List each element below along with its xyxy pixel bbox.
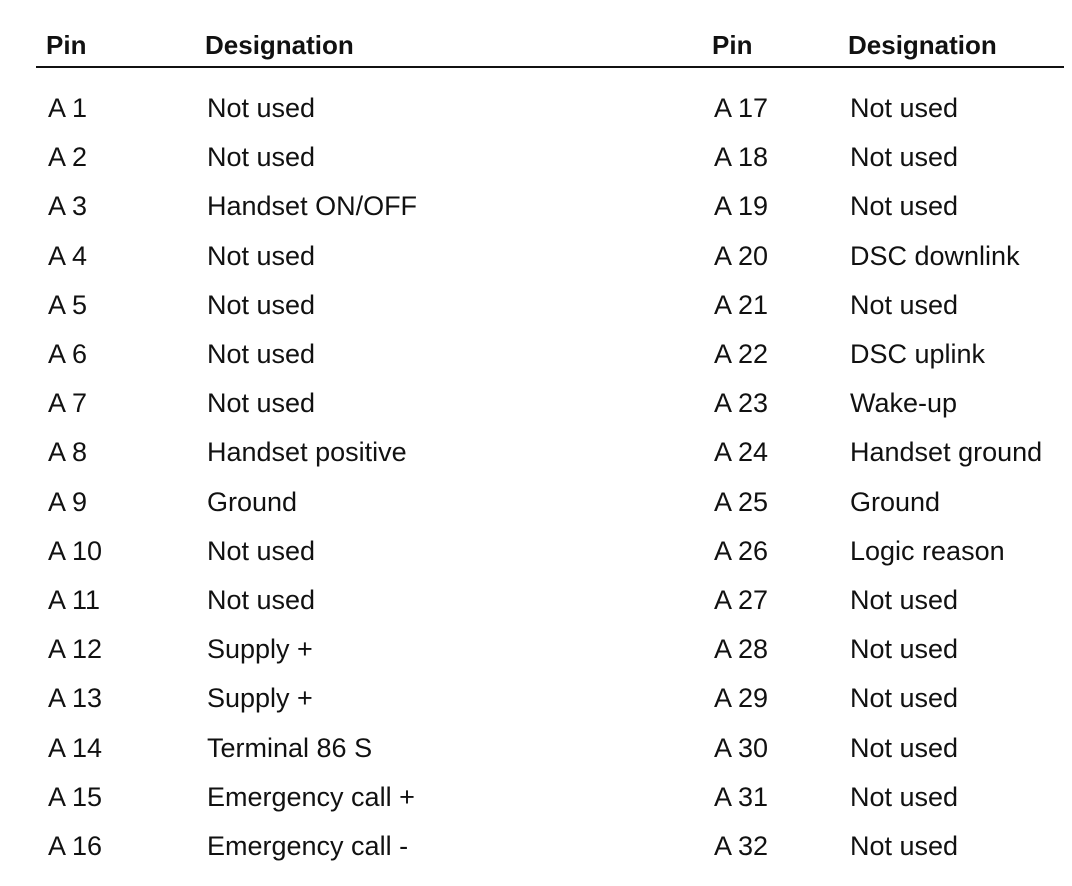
table-row <box>36 822 706 871</box>
pin-cell: A 24 <box>714 437 769 468</box>
table-row <box>36 232 706 281</box>
pin-cell: A 22 <box>714 339 769 370</box>
table-row <box>36 625 706 674</box>
designation-cell: DSC downlink <box>850 240 1020 271</box>
pin-cell: A 2 <box>48 142 88 173</box>
table-row <box>36 773 706 822</box>
pin-cell: A 20 <box>714 240 769 271</box>
table-row <box>706 576 1064 625</box>
designation-cell: Not used <box>207 388 316 419</box>
table-row <box>36 674 706 723</box>
designation-cell: Not used <box>207 289 316 320</box>
designation-cell: Handset ON/OFF <box>207 191 418 222</box>
pin-cell: A 13 <box>48 683 103 714</box>
table-row <box>36 330 706 379</box>
pin-cell: A 27 <box>714 584 769 615</box>
designation-cell: Not used <box>207 339 316 370</box>
table-row <box>706 428 1064 477</box>
table-row <box>706 330 1064 379</box>
table-row <box>36 84 706 133</box>
designation-cell: Logic reason <box>850 535 1005 566</box>
designation-cell: Not used <box>850 683 959 714</box>
designation-cell: Emergency call - <box>207 830 409 861</box>
pin-cell: A 26 <box>714 535 769 566</box>
designation-cell: Emergency call + <box>207 781 415 812</box>
designation-cell: Not used <box>207 93 316 124</box>
table-row <box>706 723 1064 772</box>
table-row <box>36 478 706 527</box>
table-row <box>36 576 706 625</box>
table-row <box>36 723 706 772</box>
table-row <box>706 182 1064 231</box>
pin-cell: A 3 <box>48 191 88 222</box>
table-row <box>36 379 706 428</box>
table-row <box>706 232 1064 281</box>
designation-cell: Terminal 86 S <box>207 732 373 763</box>
designation-cell: Ground <box>850 486 941 517</box>
table-row <box>706 478 1064 527</box>
pin-cell: A 10 <box>48 535 103 566</box>
table-row <box>36 182 706 231</box>
pin-cell: A 8 <box>48 437 88 468</box>
table-row <box>706 674 1064 723</box>
designation-cell: DSC uplink <box>850 339 986 370</box>
pin-cell: A 19 <box>714 191 769 222</box>
pin-cell: A 28 <box>714 634 769 665</box>
left-column-group <box>36 84 706 871</box>
designation-cell: Not used <box>207 535 316 566</box>
table-body <box>36 68 1064 871</box>
designation-cell: Wake-up <box>850 388 958 419</box>
designation-cell: Not used <box>850 781 959 812</box>
designation-cell: Handset positive <box>207 437 407 468</box>
pin-cell: A 7 <box>48 388 88 419</box>
pin-cell: A 17 <box>714 93 769 124</box>
pin-cell: A 25 <box>714 486 769 517</box>
table-row <box>706 625 1064 674</box>
pin-cell: A 18 <box>714 142 769 173</box>
pin-cell: A 21 <box>714 289 769 320</box>
pin-cell: A 6 <box>48 339 88 370</box>
table-row <box>706 84 1064 133</box>
pin-cell: A 5 <box>48 289 88 320</box>
table-row <box>36 281 706 330</box>
designation-cell: Not used <box>850 289 959 320</box>
header-designation-right: Designation <box>848 29 997 60</box>
table-row <box>706 773 1064 822</box>
header-pin-right: Pin <box>712 29 753 60</box>
pin-cell: A 15 <box>48 781 103 812</box>
pin-cell: A 32 <box>714 830 769 861</box>
table-row <box>36 133 706 182</box>
pin-cell: A 4 <box>48 240 88 271</box>
designation-cell: Supply + <box>207 634 313 665</box>
right-column-group <box>706 84 1064 871</box>
table-row <box>36 428 706 477</box>
table-header <box>36 24 1064 68</box>
header-pin-left: Pin <box>46 29 87 60</box>
designation-cell: Not used <box>207 584 316 615</box>
designation-cell: Ground <box>207 486 298 517</box>
pin-cell: A 16 <box>48 830 103 861</box>
designation-cell: Not used <box>850 634 959 665</box>
table-row <box>706 281 1064 330</box>
designation-cell: Not used <box>850 732 959 763</box>
designation-cell: Not used <box>850 830 959 861</box>
pin-cell: A 1 <box>48 93 88 124</box>
pin-cell: A 9 <box>48 486 88 517</box>
pin-cell: A 14 <box>48 732 103 763</box>
table-row <box>706 379 1064 428</box>
pin-cell: A 11 <box>48 584 101 615</box>
header-designation-left: Designation <box>205 29 354 60</box>
designation-cell: Not used <box>207 240 316 271</box>
designation-cell: Not used <box>850 584 959 615</box>
table-row <box>36 527 706 576</box>
pin-cell: A 31 <box>714 781 769 812</box>
pin-cell: A 12 <box>48 634 103 665</box>
pin-assignment-table <box>36 24 1064 871</box>
designation-cell: Not used <box>207 142 316 173</box>
pin-cell: A 30 <box>714 732 769 763</box>
designation-cell: Supply + <box>207 683 313 714</box>
designation-cell: Not used <box>850 93 959 124</box>
table-row <box>706 527 1064 576</box>
designation-cell: Handset ground <box>850 437 1043 468</box>
designation-cell: Not used <box>850 191 959 222</box>
table-row <box>706 822 1064 871</box>
pin-cell: A 23 <box>714 388 769 419</box>
table-row <box>706 133 1064 182</box>
pin-cell: A 29 <box>714 683 769 714</box>
designation-cell: Not used <box>850 142 959 173</box>
